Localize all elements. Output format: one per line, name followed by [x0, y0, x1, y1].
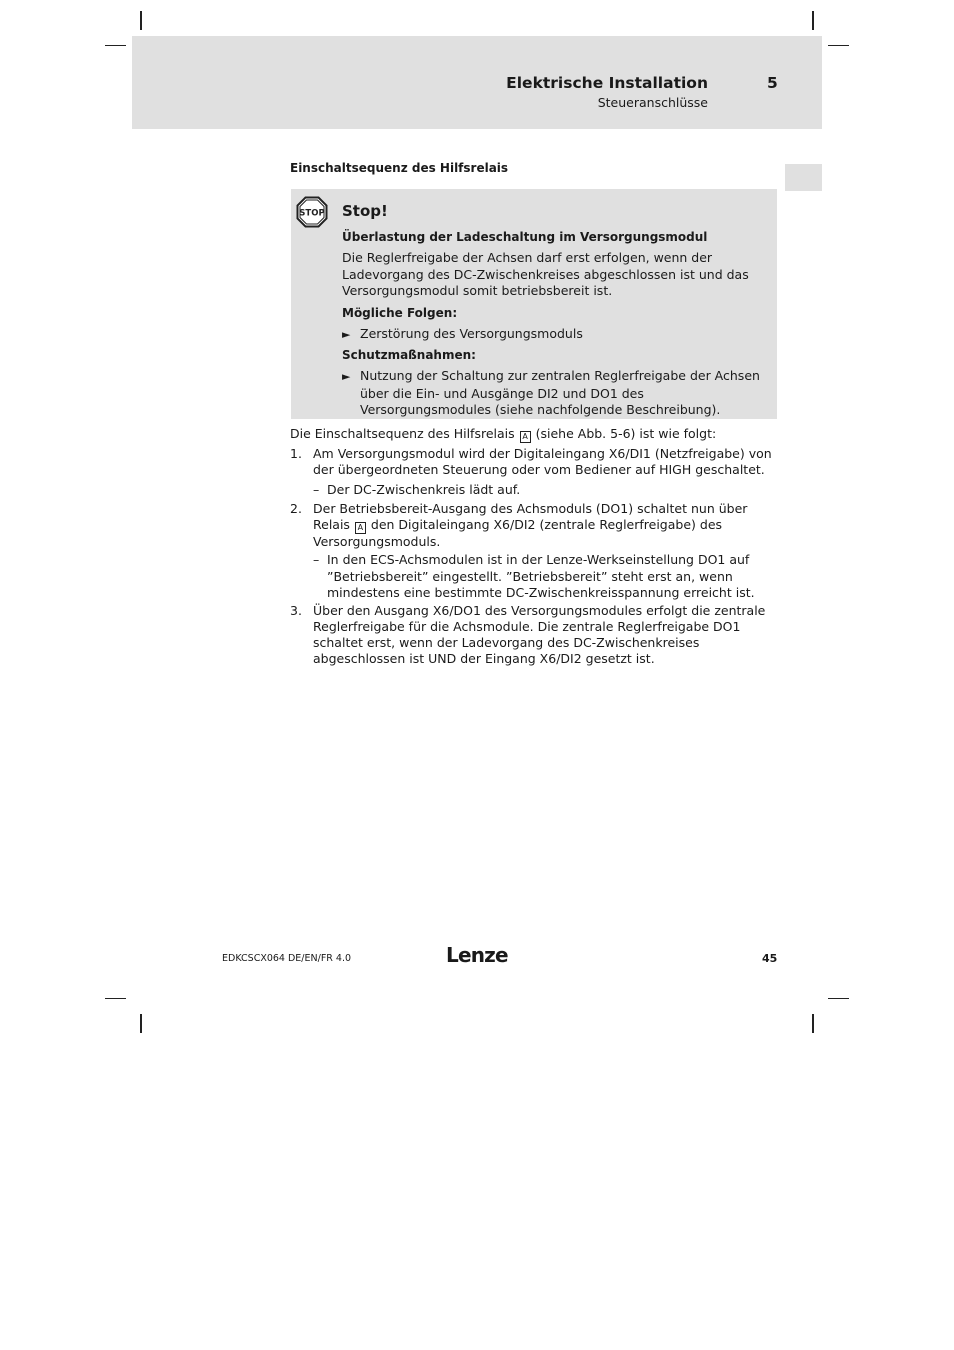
stop-subtitle: Überlastung der Ladeschaltung im Versorgungsmodul	[342, 230, 708, 244]
step-subitem-line: In den ECS-Achsmodulen ist in der Lenze-Werkseinstellung DO1 auf	[327, 552, 750, 567]
dash-bullet: –	[313, 552, 320, 567]
chapter-subtitle: Steueranschlüsse	[597, 95, 708, 110]
step-line: Über den Ausgang X6/DO1 des Versorgungsmodules erfolgt die zentrale	[313, 603, 766, 618]
step-subitem-line: mindestens eine bestimmte DC-Zwischenkreisspannung erreicht ist.	[327, 585, 755, 600]
step-number: 2.	[290, 501, 302, 516]
step-text	[313, 446, 772, 478]
crop-mark	[828, 998, 849, 999]
stop-title: Stop!	[342, 202, 388, 220]
measure-text-line: über die Ein- und Ausgänge DI2 und DO1 des	[360, 385, 644, 401]
page-number: 45	[762, 952, 778, 965]
consequence-item	[342, 326, 583, 344]
step-number: 3.	[290, 603, 302, 618]
stop-sign-icon	[296, 196, 328, 228]
reference-symbol: A	[520, 431, 531, 443]
crop-mark	[105, 998, 126, 999]
section-heading: Einschaltsequenz des Hilfsrelais	[290, 161, 509, 175]
measure-item	[342, 368, 760, 419]
side-tab	[785, 164, 822, 191]
chapter-number: 5	[767, 74, 778, 92]
intro-text: (siehe Abb. 5-6) ist wie folgt:	[535, 426, 717, 441]
crop-mark	[140, 1014, 142, 1033]
crop-mark	[828, 45, 849, 46]
step-line: Versorgungsmoduls.	[313, 534, 441, 549]
step-line: schaltet erst, wenn der Ladevorgang des DC-Zwischenkreises	[313, 635, 700, 650]
step-line: Am Versorgungsmodul wird der Digitaleingang X6/DI1 (Netzfreigabe) von	[313, 446, 772, 461]
crop-mark	[812, 11, 814, 30]
chapter-title: Elektrische Installation	[506, 74, 708, 92]
stop-paragraph-line: Die Reglerfreigabe der Achsen darf erst erfolgen, wenn der	[342, 250, 713, 265]
step-text	[313, 501, 747, 550]
document-code: EDKCSCX064 DE/EN/FR 4.0	[222, 953, 352, 964]
measures-label: Schutzmaßnahmen:	[342, 348, 476, 362]
reference-symbol: A	[355, 522, 366, 534]
step-subitem: Der DC-Zwischenkreis lädt auf.	[327, 482, 521, 497]
intro-paragraph	[290, 426, 716, 443]
stop-icon-text: STOP	[299, 208, 325, 219]
measure-text-line: Versorgungsmodules (siehe nachfolgende Beschreibung).	[360, 402, 721, 417]
step-number: 1.	[290, 446, 302, 461]
consequences-label: Mögliche Folgen:	[342, 306, 458, 320]
step-line: der übergeordneten Steuerung oder vom Bediener auf HIGH geschaltet.	[313, 462, 765, 477]
crop-mark	[105, 45, 126, 46]
dash-bullet: –	[313, 482, 320, 497]
step-text	[313, 603, 765, 667]
intro-text: Die Einschaltsequenz des Hilfsrelais	[290, 426, 515, 441]
stop-paragraph-line: Versorgungsmodul somit betriebsbereit ist.	[342, 283, 613, 298]
step-line: Der Betriebsbereit-Ausgang des Achsmoduls (DO1) schaltet nun über	[313, 501, 748, 516]
step-line-text: den Digitaleingang X6/DI2 (zentrale Reglerfreigabe) des	[370, 517, 723, 532]
step-line	[313, 517, 747, 534]
measure-text-line: Nutzung der Schaltung zur zentralen Reglerfreigabe der Achsen	[360, 368, 760, 383]
lenze-logo: Lenze	[446, 943, 508, 967]
step-line: Reglerfreigabe für die Achsmodule. Die zentrale Reglerfreigabe DO1	[313, 619, 741, 634]
stop-paragraph-line: Ladevorgang des DC-Zwischenkreises abgeschlossen ist und das	[342, 266, 749, 282]
stop-paragraph	[342, 250, 749, 300]
step-subitem	[327, 552, 755, 602]
header-band	[132, 36, 822, 129]
step-line: abgeschlossen ist UND der Eingang X6/DI2 gesetzt ist.	[313, 651, 655, 666]
consequence-text: Zerstörung des Versorgungsmoduls	[360, 326, 583, 341]
step-subitem-line: ”Betriebsbereit” eingestellt. ”Betriebsbereit” steht erst an, wenn	[327, 568, 733, 584]
crop-mark	[140, 11, 142, 30]
step-line-prefix: Relais	[313, 517, 350, 532]
bullet-arrow-icon: ►	[342, 328, 351, 341]
bullet-arrow-icon: ►	[342, 370, 351, 383]
crop-mark	[812, 1014, 814, 1033]
